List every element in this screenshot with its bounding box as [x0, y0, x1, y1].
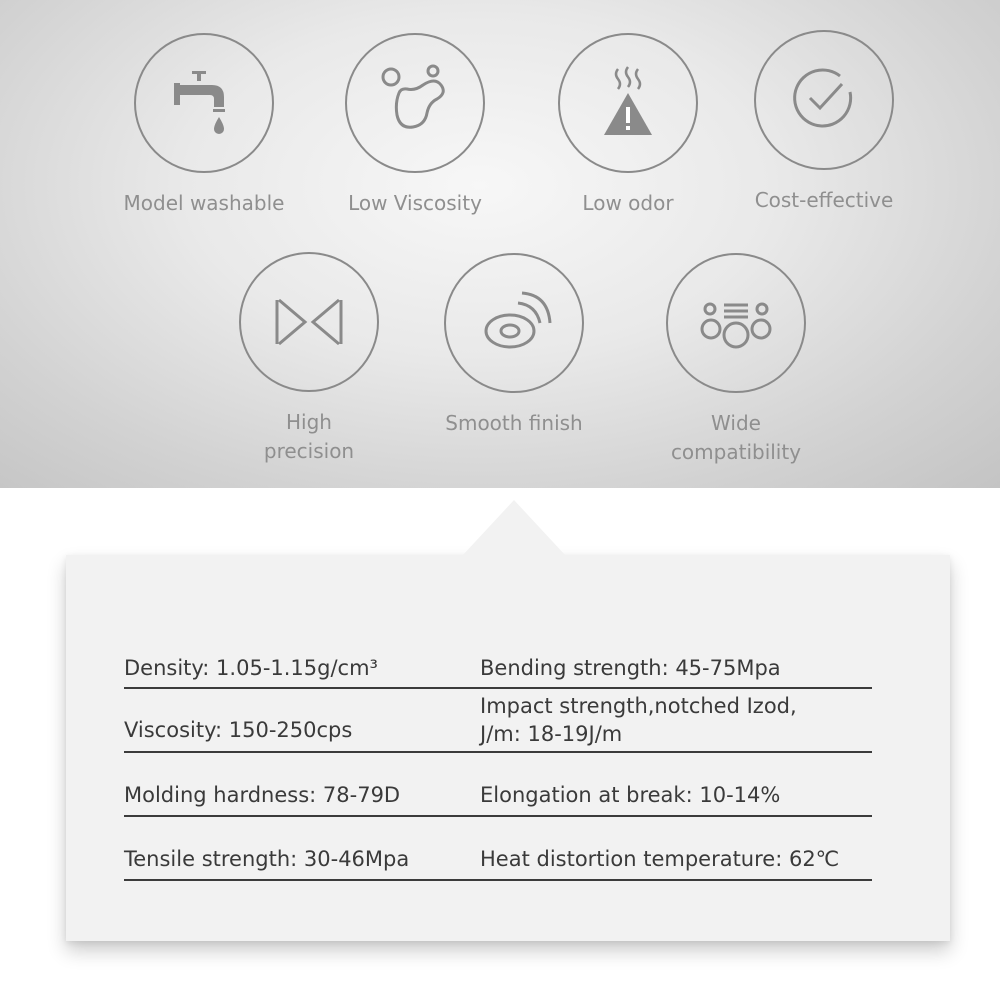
feature-smooth-finish [404, 253, 624, 438]
feature-label: Wide compatibility [670, 411, 802, 464]
spec-right: Bending strength: 45-75Mpa [480, 656, 781, 680]
feature-label: Model washable [123, 191, 285, 215]
feature-circle [239, 252, 379, 392]
spec-left: Molding hardness: 78-79D [124, 783, 401, 807]
feature-circle [558, 33, 698, 173]
spec-row [124, 753, 872, 817]
feature-label: Low Viscosity [348, 191, 482, 215]
spec-left: Tensile strength: 30-46Mpa [124, 847, 410, 871]
feature-cost-effective [714, 30, 934, 215]
spec-left: Density: 1.05-1.15g/cm³ [124, 656, 378, 680]
feature-label: Cost-effective [754, 188, 894, 212]
spec-row [124, 817, 872, 881]
feature-circle [666, 253, 806, 393]
compatibility-icon [694, 283, 778, 363]
bubbles-icon [375, 63, 455, 143]
features-panel [0, 0, 1000, 488]
faucet-icon [164, 63, 244, 143]
feature-circle [134, 33, 274, 173]
feature-low-viscosity [305, 33, 525, 218]
spec-right: Impact strength,notched Izod, J/m: 18-19J/m [480, 694, 797, 746]
feature-model-washable [94, 33, 314, 218]
checkmark-icon [784, 60, 864, 140]
precision-arrows-icon [269, 282, 349, 362]
spec-row [124, 689, 872, 753]
spec-left: Viscosity: 150-250cps [124, 718, 353, 742]
feature-high-precision [199, 252, 419, 466]
feature-circle [754, 30, 894, 170]
feature-label: Smooth finish [445, 411, 583, 435]
feature-low-odor [518, 33, 738, 218]
specs-table [124, 640, 872, 881]
feature-wide-compatibility [626, 253, 846, 467]
spec-right: Heat distortion temperature: 62℃ [480, 847, 840, 871]
feature-circle [345, 33, 485, 173]
feature-label: Low odor [582, 191, 674, 215]
feature-circle [444, 253, 584, 393]
smooth-swirl-icon [474, 283, 554, 363]
card-pointer [462, 500, 566, 556]
spec-right: Elongation at break: 10-14% [480, 783, 781, 807]
spec-row [124, 640, 872, 689]
odor-warning-icon [588, 63, 668, 143]
feature-label: High precision [263, 410, 355, 463]
